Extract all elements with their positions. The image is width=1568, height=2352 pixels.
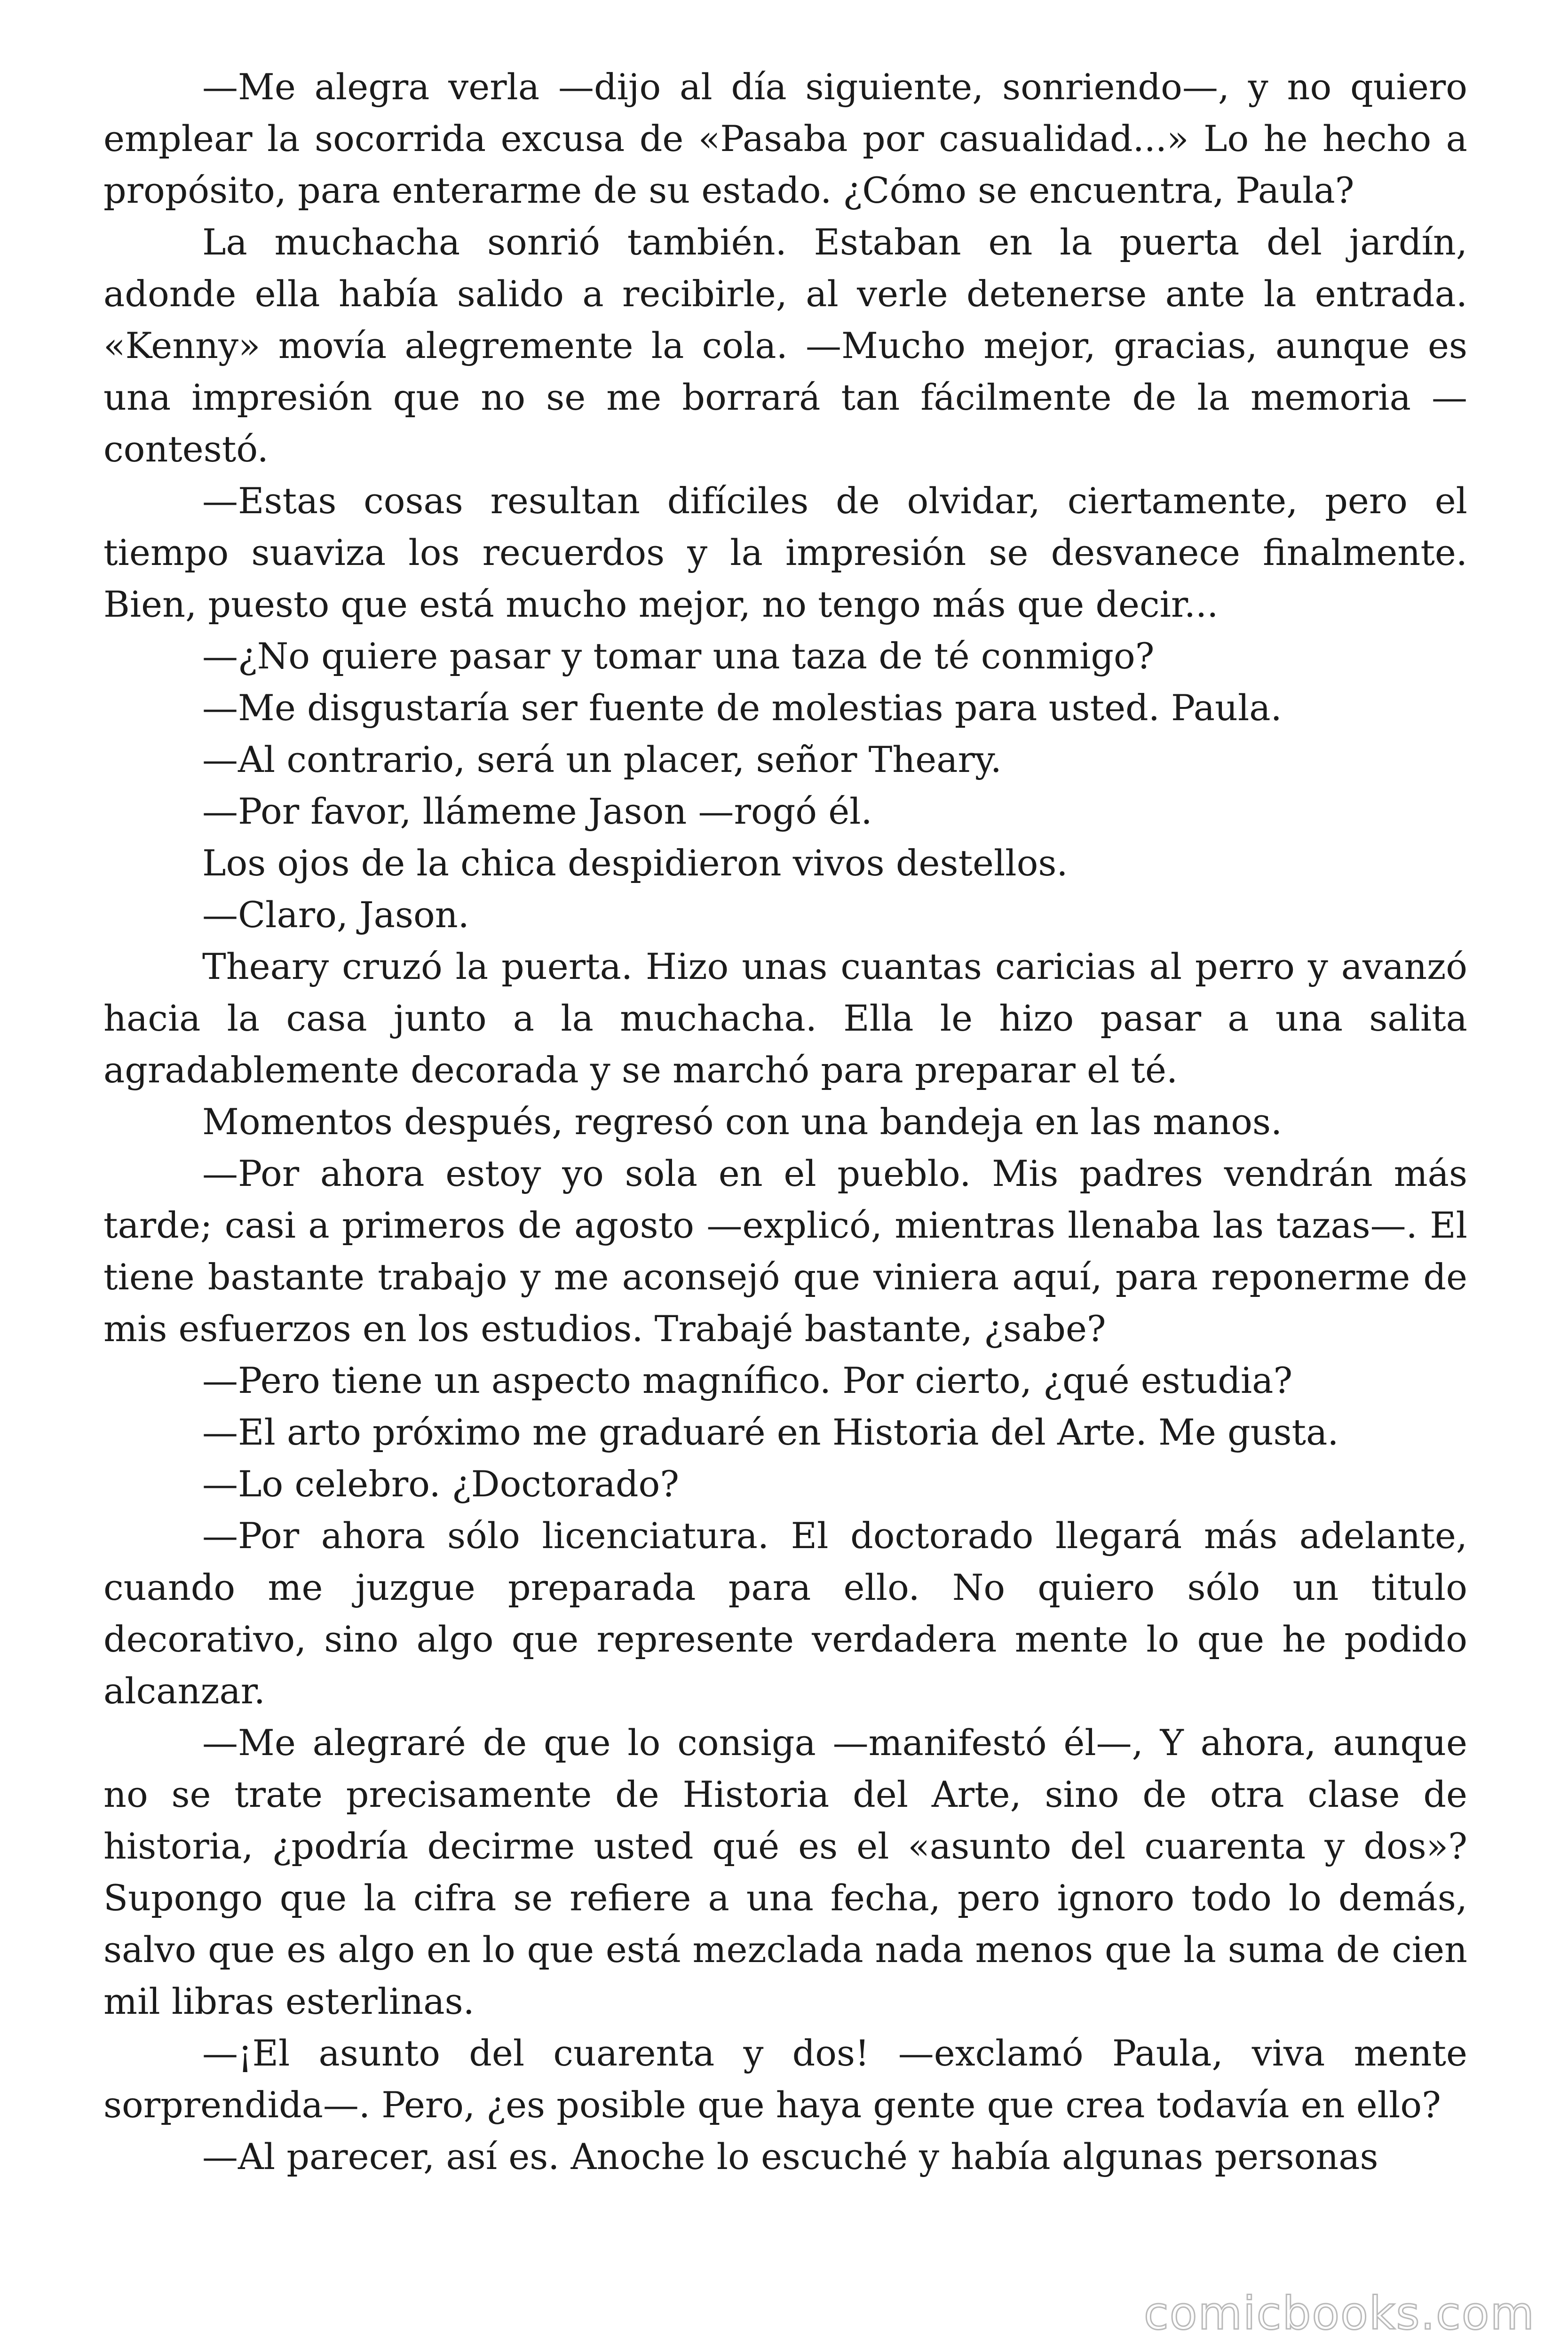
paragraph: —¡El asunto del cuarenta y dos! —exclamó Paula, viva mente sorprendida—. Pero, ¿es posible que haya gente que crea todavía en ello? (103, 2032, 1467, 2126)
paragraph: —Por favor, llámeme Jason —rogó él. (202, 790, 872, 832)
paragraph: Theary cruzó la puerta. Hizo unas cuantas caricias al perro y avanzó hacia la casa junto a la muchacha. Ella le hizo pasar a una salita agradablemente decorada y se marchó para preparar el té. (103, 946, 1467, 1091)
paragraph: —Pero tiene un aspecto magnífico. Por cierto, ¿qué estudia? (202, 1359, 1293, 1401)
paragraph: —¿No quiere pasar y tomar una taza de té conmigo? (202, 635, 1155, 677)
paragraph: —Estas cosas resultan difíciles de olvidar, ciertamente, pero el tiempo suaviza los recuerdos y la impresión se desvanece finalmente. Bien, puesto que está mucho mejor, no tengo más que decir... (103, 480, 1467, 625)
paragraph: —Lo celebro. ¿Doctorado? (202, 1463, 680, 1505)
paragraph: La muchacha sonrió también. Estaban en la puerta del jardín, adonde ella había salido a recibirle, al verle detenerse ante la entrada. «Kenny» movía alegremente la cola. —Mucho mejor, gracias, aunque es una impresión que no se me borrará tan fácilmente de la memoria —contestó. (103, 221, 1467, 470)
paragraph: Los ojos de la chica despidieron vivos destellos. (202, 842, 1068, 884)
paragraph: —Al parecer, así es. Anoche lo escuché y había algunas personas (202, 2136, 1378, 2177)
paragraph: —Por ahora estoy yo sola en el pueblo. Mis padres vendrán más tarde; casi a primeros de agosto —explicó, mientras llenaba las tazas—. El tiene bastante trabajo y me aconsejó que viniera aquí, para reponerme de mis esfuerzos en los estudios. Trabajé bastante, ¿sabe? (103, 1152, 1467, 1350)
paragraph: Momentos después, regresó con una bandeja en las manos. (202, 1101, 1283, 1143)
paragraph: —Me alegraré de que lo consiga —manifestó él—, Y ahora, aunque no se trate precisamente de Historia del Arte, sino de otra clase de historia, ¿podría decirme usted qué es el «asunto del cuarenta y dos»? Supongo que la cifra se refiere a una fecha, pero ignoro todo lo demás, salvo que es algo en lo que está mezclada nada menos que la suma de cien mil libras esterlinas. (103, 1722, 1467, 2022)
paragraph: —Al contrario, será un placer, señor Theary. (202, 739, 1002, 780)
paragraph: —Me alegra verla —dijo al día siguiente, sonriendo—, y no quiero emplear la socorrida excusa de «Pasaba por casualidad...» Lo he hecho a propósito, para enterarme de su estado. ¿Cómo se encuentra, Paula? (103, 66, 1467, 211)
book-page-text (103, 61, 1467, 2183)
paragraph: —Me disgustaría ser fuente de molestias para usted. Paula. (202, 687, 1282, 729)
watermark-logo: comicbooks.com (1143, 2287, 1535, 2340)
paragraph: —Claro, Jason. (202, 894, 469, 936)
paragraph: —Por ahora sólo licenciatura. El doctorado llegará más adelante, cuando me juzgue preparada para ello. No quiero sólo un titulo decorativo, sino algo que represente verdadera mente lo que he podido alcanzar. (103, 1515, 1467, 1712)
paragraph: —El arto próximo me graduaré en Historia del Arte. Me gusta. (202, 1411, 1339, 1453)
